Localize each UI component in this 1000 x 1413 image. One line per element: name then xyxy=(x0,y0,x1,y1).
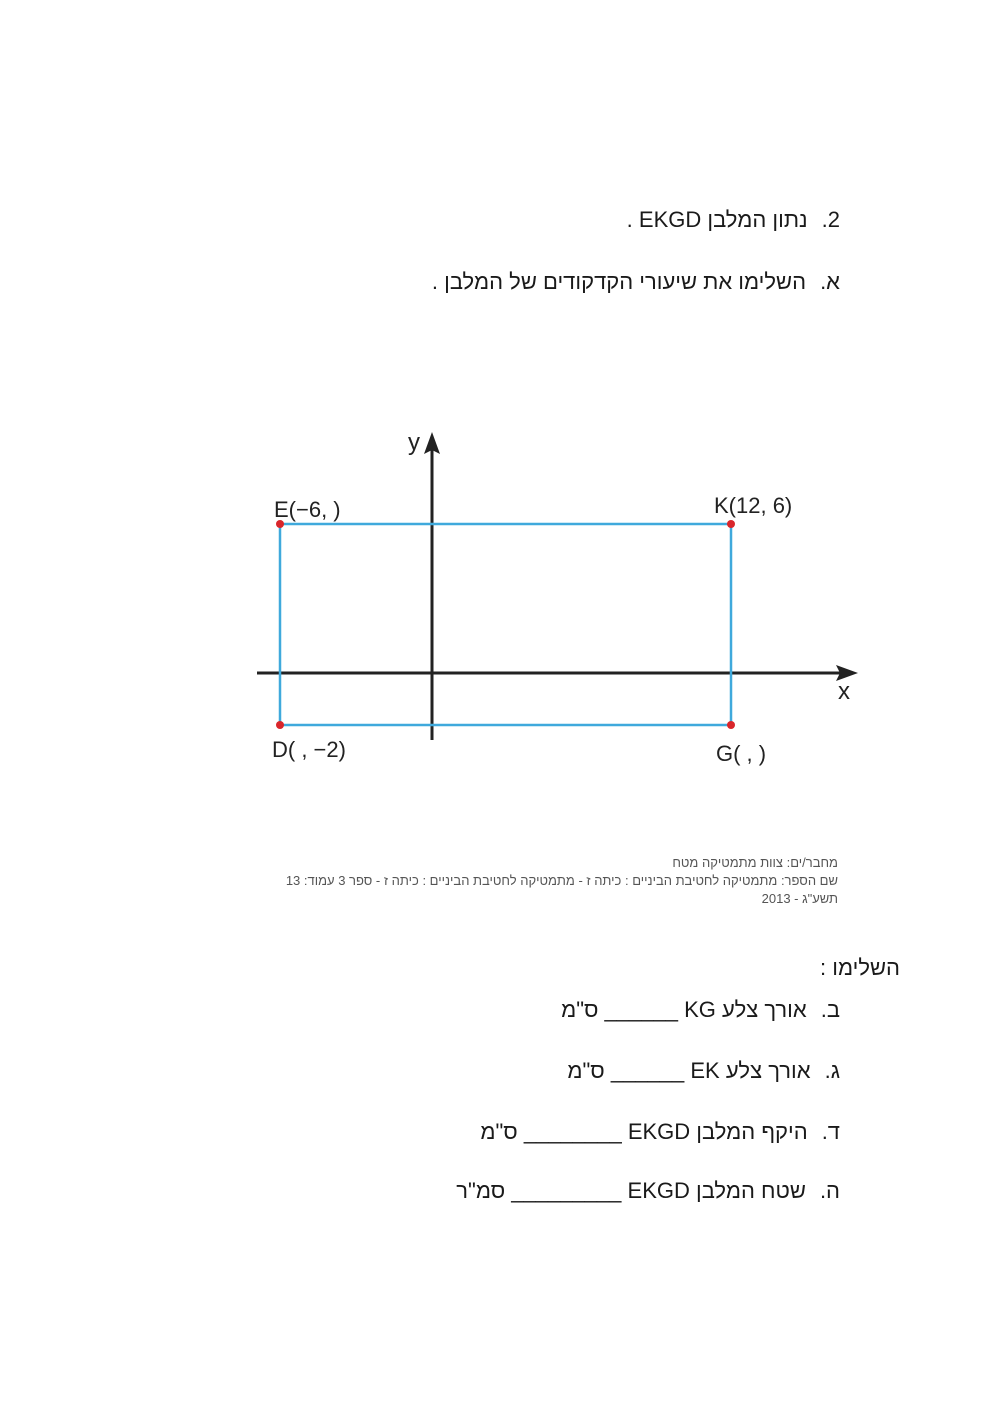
part-g xyxy=(567,1058,840,1084)
credit-author: מחבר/ים: צוות מתמטיקה מטח xyxy=(672,855,838,870)
part-b xyxy=(561,997,840,1023)
part-a-letter: א. xyxy=(820,269,840,294)
credit-book: שם הספר: מתמטיקה לחטיבת הביניים : כיתה ז - מתמטיקה לחטיבת הביניים : כיתה ז - ספר 3 עמוד: 13 xyxy=(285,873,838,888)
credit-year: תשע"ג - 2013 xyxy=(761,891,838,906)
part-d-letter: ד. xyxy=(821,1119,840,1144)
part-g-text: אורך צלע EK ______ ס"מ xyxy=(567,1058,811,1083)
part-b-text: אורך צלע KG ______ ס"מ xyxy=(561,997,807,1022)
rectangle-ekgd xyxy=(280,524,731,725)
part-d-text: היקף המלבן EKGD ________ ס"מ xyxy=(480,1119,808,1144)
part-h xyxy=(456,1178,840,1204)
vertex-e-label: E(−6, ) xyxy=(274,497,341,522)
part-a-text: השלימו את שיעורי הקדקודים של המלבן . xyxy=(431,269,807,294)
question-2 xyxy=(627,207,840,233)
x-axis-label: x xyxy=(838,678,850,705)
rectangle-figure xyxy=(250,420,870,780)
vertex-g-point xyxy=(727,721,735,729)
part-g-letter: ג. xyxy=(824,1058,840,1083)
vertex-d-point xyxy=(276,721,284,729)
vertex-d-label: D( , −2) xyxy=(272,737,346,762)
vertex-g-label: G( , ) xyxy=(716,741,767,766)
question-number: 2. xyxy=(821,207,840,232)
y-axis-label: y xyxy=(408,429,420,456)
part-h-letter: ה. xyxy=(819,1178,840,1203)
part-b-letter: ב. xyxy=(820,997,840,1022)
part-d xyxy=(480,1119,840,1145)
part-h-text: שטח המלבן EKGD _________ סמ"ר xyxy=(456,1178,806,1203)
part-a xyxy=(432,269,840,295)
complete-heading: השלימו : xyxy=(820,955,900,980)
vertex-k-point xyxy=(727,520,735,528)
vertex-k-label: K(12, 6) xyxy=(714,493,793,518)
question-text: נתון המלבן EKGD . xyxy=(626,207,808,232)
